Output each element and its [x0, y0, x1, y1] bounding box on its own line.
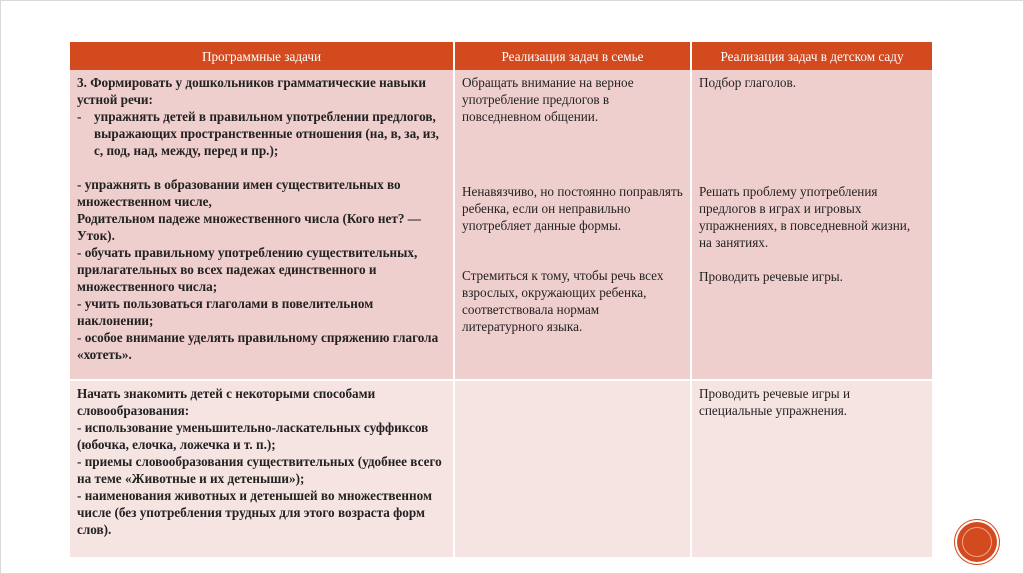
- kindergarten-cell: [691, 70, 932, 380]
- family-text: Стремиться к тому, чтобы речь всех взрослых, окружающих ребенка, соответствовала нормам литературного языка.: [462, 268, 664, 334]
- kindergarten-cell: [691, 380, 932, 557]
- header-row: [70, 42, 932, 70]
- header-program-tasks: Программные задачи: [70, 42, 454, 70]
- task-item: - обучать правильному употреблению существительных, прилагательных во всех падежах единственного и множественного числа;: [77, 245, 418, 294]
- family-cell: [454, 380, 691, 557]
- decorative-ring-icon: [962, 527, 992, 557]
- table-row: [70, 70, 932, 380]
- family-cell: [454, 70, 691, 380]
- task-intro: Начать знакомить детей с некоторыми способами словообразования:: [77, 386, 376, 418]
- task-item: - приемы словообразования существительных (удобнее всего на теме «Животные и их детеныши»);: [77, 454, 442, 486]
- kindergarten-text: Решать проблему употребления предлогов в играх и игровых упражнениях, в повседневной жизни, на занятиях.: [699, 184, 911, 250]
- kindergarten-text: Проводить речевые игры и специальные упражнения.: [699, 386, 851, 418]
- list-item: [77, 108, 446, 159]
- task-item: Родительном падеже множественного числа (Кого нет? — Уток).: [77, 211, 421, 243]
- task-item: - учить пользоваться глаголами в повелительном наклонении;: [77, 296, 374, 328]
- task-bullet-list: [77, 108, 446, 159]
- kindergarten-text: Подбор глаголов.: [699, 75, 797, 90]
- task-item: - упражнять в образовании имен существительных во множественном числе,: [77, 177, 401, 209]
- task-bullet-text: упражнять детей в правильном употреблении предлогов, выражающих пространственные отношения (на, в, за, из, с, под, над, между, перед и пр.);: [94, 109, 439, 158]
- header-kindergarten: Реализация задач в детском саду: [691, 42, 932, 70]
- header-family: Реализация задач в семье: [454, 42, 691, 70]
- kindergarten-text: Проводить речевые игры.: [699, 269, 843, 284]
- tasks-table: [70, 42, 932, 557]
- table-row: [70, 380, 932, 557]
- family-text: Ненавязчиво, но постоянно поправлять ребенка, если он неправильно употребляет данные формы.: [462, 184, 683, 233]
- task-item: - наименования животных и детенышей во множественном числе (без употребления трудных для этого возраста форм слов).: [77, 488, 432, 537]
- task-item: - особое внимание уделять правильному спряжению глагола «хотеть».: [77, 330, 439, 362]
- dash-marker: -: [77, 109, 82, 124]
- program-tasks-cell: [70, 380, 454, 557]
- family-text: Обращать внимание на верное употребление предлогов в повседневном общении.: [462, 75, 634, 124]
- program-tasks-cell: [70, 70, 454, 380]
- task-intro: 3. Формировать у дошкольников грамматические навыки устной речи:: [77, 75, 426, 107]
- task-item: - использование уменьшительно-ласкательных суффиксов (юбочка, елочка, ложечка и т. п.);: [77, 420, 429, 452]
